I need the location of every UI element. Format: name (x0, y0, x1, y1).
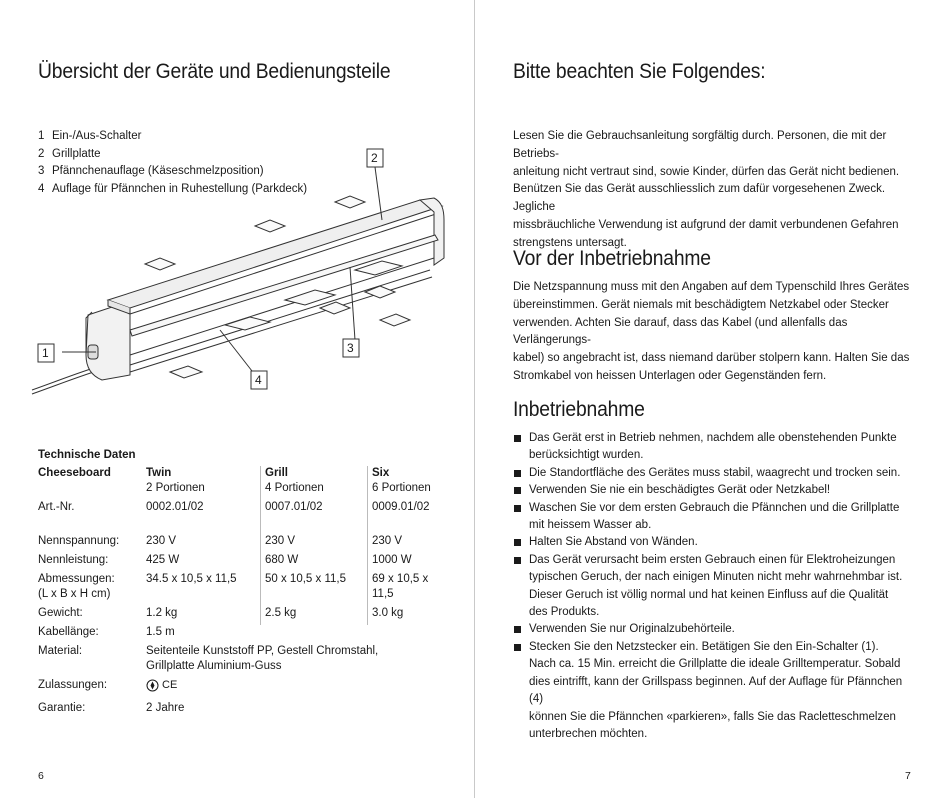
model-portions: 2 Portionen (146, 482, 205, 494)
table-cell: 1000 W (368, 553, 449, 568)
model-portions: 6 Portionen (368, 481, 449, 496)
list-item (513, 465, 913, 482)
table-cell: 680 W (261, 553, 368, 568)
text-line: Das Gerät erst in Betrieb nehmen, nachdem alle obenstehenden Punkte (529, 432, 897, 444)
row-sublabel: (L x B x H cm) (38, 588, 111, 600)
text-line: Verwenden Sie nur Originalzubehörteile. (529, 623, 735, 636)
pan-handle (380, 314, 410, 326)
table-row (38, 678, 448, 697)
power-cable-edge (32, 370, 100, 394)
page-number-right: 7 (905, 770, 911, 782)
left-end-housing (86, 305, 130, 380)
table-row (38, 606, 448, 621)
overview-title: Übersicht der Geräte und Bedienungsteile (38, 60, 391, 83)
table-row (38, 572, 448, 602)
callout-label-4: 4 (255, 373, 262, 387)
table-row (38, 644, 448, 674)
table-cell (38, 481, 146, 496)
table-cell (146, 678, 448, 697)
list-item (513, 482, 913, 499)
table-cell: 1.5 m (146, 626, 175, 638)
part-label: Grillplatte (52, 147, 101, 160)
table-cell: 230 V (261, 534, 368, 549)
notice-title: Bitte beachten Sie Folgendes: (513, 60, 766, 83)
part-label: Pfännchenauflage (Käseschmelzposition) (52, 165, 264, 177)
callout-line-3 (350, 267, 355, 340)
pan-handle (145, 258, 175, 270)
model-portions: 4 Portionen (261, 481, 368, 496)
row-label: Nennspannung: (38, 535, 120, 547)
text-line: typischen Geruch, der nach einigen Minuten nicht mehr wahrnehmbar ist. (529, 571, 903, 584)
row-label: Nennleistung: (38, 554, 109, 566)
list-item (513, 534, 913, 551)
text-line: Nach ca. 15 Min. erreicht die Grillplatte die ideale Grilltemperatur. Sobald (529, 658, 901, 671)
text-line: Lesen Sie die Gebrauchsanleitung sorgfältig durch. Personen, die mit der Betriebs- (513, 130, 887, 160)
pan-handle (170, 366, 202, 378)
table-cell: 50 x 10,5 x 11,5 (261, 572, 368, 602)
row-label: Kabellänge: (38, 626, 99, 638)
table-cell: 0009.01/02 (368, 500, 449, 515)
row-label: Art.-Nr. (38, 501, 75, 513)
text-line: Die Standortfläche des Gerätes muss stabil, waagrecht und trocken sein. (529, 466, 901, 479)
table-cell: 230 V (368, 534, 449, 549)
ce-mark: CE (162, 679, 178, 691)
text-line: verwenden. Achten Sie darauf, dass das Kabel (und allenfalls das Verlängerungs- (513, 316, 848, 347)
table-cell: 0002.01/02 (146, 501, 204, 513)
model-header: Cheeseboard (38, 467, 111, 479)
text-line: Benützen Sie das Gerät ausschliesslich zum dafür vorgesehenen Zweck. Jegliche (513, 183, 886, 214)
row-label: Zulassungen: (38, 679, 108, 691)
pan (225, 317, 270, 330)
text-line: Verwenden Sie nie ein beschädigtes Gerät oder Netzkabel! (529, 484, 831, 497)
text-line: können Sie die Pfännchen «parkieren», falls Sie das Racletteschmelzen (529, 710, 896, 723)
callout-label-1: 1 (42, 346, 49, 360)
pan-handle (255, 220, 285, 232)
start-up-title: Inbetriebnahme (513, 398, 645, 421)
technical-data (38, 448, 448, 716)
text-line: des Produkts. (529, 606, 600, 619)
raclette-device-diagram (30, 140, 470, 400)
page-number-left: 6 (38, 770, 44, 782)
table-cell: 34.5 x 10,5 x 11,5 (146, 573, 237, 585)
table-row (38, 701, 448, 716)
row-label: Material: (38, 645, 83, 657)
text-line: Stecken Sie den Netzstecker ein. Betätigen Sie den Ein-Schalter (1). (529, 640, 879, 653)
callout-label-2: 2 (371, 151, 378, 165)
text-line: Das Gerät verursacht beim ersten Gebrauch einen für Elektroheizungen (529, 553, 896, 566)
table-cell: 1.2 kg (146, 607, 178, 619)
text-line: übereinstimmen. Gerät niemals mit beschädigtem Netzkabel oder Stecker (513, 298, 889, 311)
table-cell: 3.0 kg (368, 606, 449, 621)
pan-rest-rail (130, 258, 434, 355)
list-item (513, 430, 913, 465)
text-line: strengstens untersagt. (513, 236, 627, 249)
material-line: Seitenteile Kunststoff PP, Gestell Chromstahl, (146, 645, 379, 657)
text-line: Stromkabel von heissen Unterlagen oder Gegenständen fern. (513, 369, 827, 382)
before-use-paragraph (513, 279, 923, 386)
callout-line-2 (375, 167, 382, 220)
grill-plate-front-edge (130, 206, 442, 314)
text-line: Dieser Geruch ist völlig normal und hat keinen Einfluss auf die Qualität (529, 588, 889, 601)
table-row (38, 534, 448, 549)
text-line: mit heissem Wasser ab. (529, 519, 652, 532)
part-number: 2 (38, 147, 45, 160)
table-row (38, 553, 448, 568)
list-item (513, 639, 913, 743)
model-name: Six (368, 466, 449, 481)
row-label-text: Abmessungen: (38, 573, 115, 585)
text-line: berücksichtigt wurden. (529, 449, 644, 462)
pan-handle (335, 196, 365, 208)
certification-marks (146, 678, 177, 693)
start-up-bullets (513, 430, 913, 743)
table-cell: 2.5 kg (261, 606, 368, 621)
table-cell: 425 W (146, 554, 180, 566)
callout-line-4 (220, 330, 252, 371)
table-cell: 2 Jahre (146, 702, 185, 714)
part-number: 4 (38, 182, 45, 195)
row-label: Garantie: (38, 702, 86, 714)
text-line: missbräuchliche Verwendung ist aufgrund der damit verbundenen Gefahren (513, 218, 899, 231)
model-name: Twin (146, 467, 172, 479)
safety-mark-icon (146, 679, 159, 692)
list-item (513, 621, 913, 638)
row-label: Gewicht: (38, 607, 83, 619)
table-cell: 69 x 10,5 x 11,5 (368, 572, 449, 602)
intro-paragraph (513, 128, 923, 253)
text-line: Waschen Sie vor dem ersten Gebrauch die Pfännchen und die Grillplatte (529, 501, 900, 514)
text-line: Halten Sie Abstand von Wänden. (529, 536, 698, 549)
text-line: unterbrechen möchten. (529, 727, 648, 740)
table-row (38, 500, 448, 515)
list-item (513, 500, 913, 535)
technical-data-table (38, 448, 448, 716)
right-page (475, 0, 950, 798)
technical-data-title: Technische Daten (38, 449, 136, 461)
part-number: 3 (38, 165, 45, 177)
table-row (38, 625, 448, 640)
list-item (513, 552, 913, 622)
table-cell (146, 644, 448, 674)
before-use-title: Vor der Inbetriebnahme (513, 247, 711, 270)
text-line: dies eintrifft, kann der Grillspass beginnen. Auf der Auflage für Pfännchen (4) (529, 675, 903, 706)
text-line: kabel) so angebracht ist, dass niemand darüber stolpern kann. Halten Sie das (513, 352, 910, 365)
callout-label-3: 3 (347, 341, 354, 355)
table-cell: 0007.01/02 (261, 500, 368, 515)
text-line: Die Netzspannung muss mit den Angaben auf dem Typenschild Ihres Gerätes (513, 281, 910, 293)
material-line: Grillplatte Aluminium-Guss (146, 660, 282, 672)
part-number: 1 (38, 130, 45, 142)
row-label (38, 572, 146, 602)
table-cell: 230 V (146, 535, 177, 547)
text-line: anleitung nicht vertraut sind, sowie Kinder, dürfen das Gerät nicht bedienen. (513, 165, 900, 178)
part-label: Auflage für Pfännchen in Ruhestellung (Parkdeck) (52, 182, 308, 195)
model-name: Grill (261, 466, 368, 481)
part-label: Ein-/Aus-Schalter (52, 130, 142, 142)
